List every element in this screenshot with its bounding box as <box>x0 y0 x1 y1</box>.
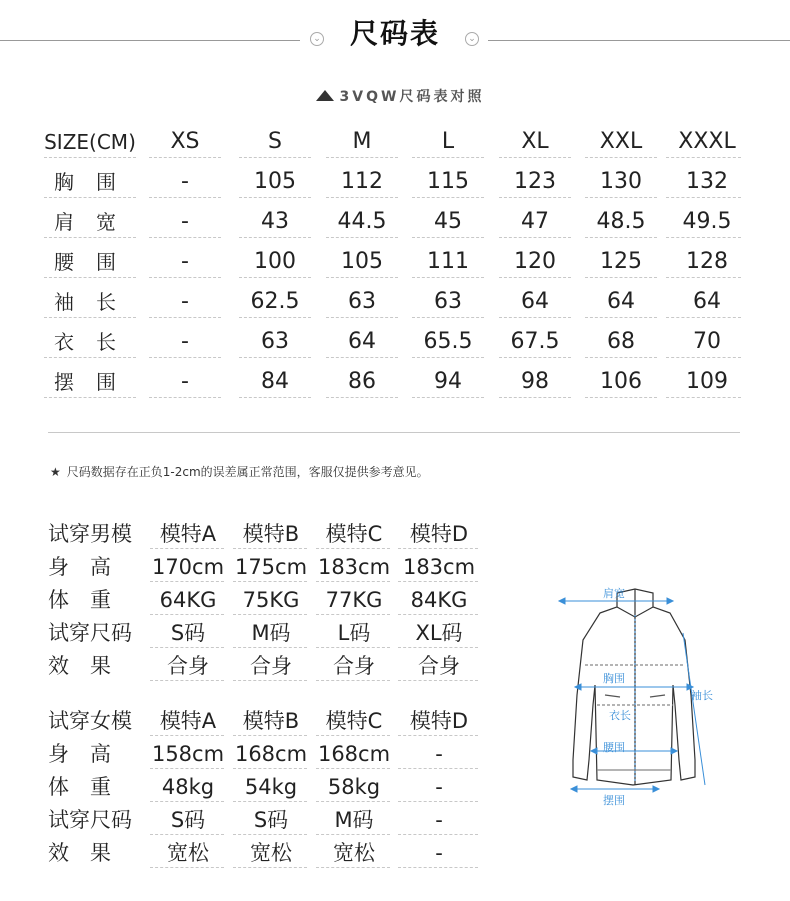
label-chest: 胸围 <box>603 672 625 685</box>
row-divider <box>585 157 657 158</box>
size-cell: 49.5 <box>682 209 732 234</box>
model-cell: 合身 <box>167 654 209 678</box>
row-divider <box>233 581 307 582</box>
row-divider <box>326 357 398 358</box>
row-divider <box>666 397 741 398</box>
row-divider <box>44 197 136 198</box>
size-col-header: XXL <box>599 129 643 154</box>
size-cell: 64 <box>607 289 635 314</box>
row-divider <box>666 197 741 198</box>
model-cell: 模特A <box>159 522 217 546</box>
page-title: 尺码表 <box>349 17 440 50</box>
row-divider <box>412 317 484 318</box>
row-divider <box>398 614 478 615</box>
size-row-label: 摆围 <box>54 370 138 394</box>
size-cell: 106 <box>600 369 642 394</box>
model-cell: 168cm <box>317 742 391 766</box>
size-cell: 65.5 <box>423 329 473 354</box>
row-divider <box>585 197 657 198</box>
model-cell: L码 <box>337 621 371 645</box>
row-divider <box>585 357 657 358</box>
size-cell: - <box>181 329 189 354</box>
size-cell: 70 <box>693 329 721 354</box>
model-cell: 模特C <box>325 522 383 546</box>
row-divider <box>585 237 657 238</box>
row-divider <box>239 237 311 238</box>
row-divider <box>149 157 221 158</box>
row-divider <box>499 237 571 238</box>
row-divider <box>316 834 390 835</box>
size-row-label: 袖长 <box>54 290 138 314</box>
table-subtitle <box>0 86 790 106</box>
row-divider <box>398 801 478 802</box>
size-row-label: 肩宽 <box>54 210 138 234</box>
model-cell: 170cm <box>151 555 225 579</box>
header-rule-right <box>488 40 790 41</box>
row-divider <box>150 801 224 802</box>
model-cell: 模特D <box>409 522 469 546</box>
size-col-header: M <box>352 129 372 154</box>
model-cell: 183cm <box>317 555 391 579</box>
disclaimer-text: 尺码数据存在正负1-2cm的误差属正常范围，客服仅提供参考意见。 <box>66 465 429 479</box>
size-cell: 94 <box>434 369 462 394</box>
row-divider <box>44 237 136 238</box>
row-divider <box>499 357 571 358</box>
size-cell: 112 <box>341 169 383 194</box>
row-divider <box>316 735 390 736</box>
chevron-down-icon: ⌄ <box>465 32 479 46</box>
model-cell: 183cm <box>402 555 476 579</box>
row-divider <box>316 801 390 802</box>
row-divider <box>316 614 390 615</box>
model-cell: 48kg <box>161 775 215 799</box>
row-divider <box>150 647 224 648</box>
row-divider <box>666 157 741 158</box>
size-cell: 64 <box>348 329 376 354</box>
row-divider <box>316 548 390 549</box>
label-shoulder: 肩宽 <box>603 587 625 600</box>
row-divider <box>150 735 224 736</box>
model-cell: 75KG <box>242 588 300 612</box>
row-divider <box>233 768 307 769</box>
size-cell: 111 <box>427 249 469 274</box>
row-divider <box>326 157 398 158</box>
size-col-header: L <box>441 129 455 154</box>
row-divider <box>239 197 311 198</box>
size-cell: 67.5 <box>510 329 560 354</box>
size-cell: - <box>181 289 189 314</box>
size-cell: - <box>181 369 189 394</box>
model-cell: 64KG <box>159 588 217 612</box>
size-cell: 86 <box>348 369 376 394</box>
row-divider <box>316 680 390 681</box>
size-row <box>40 322 745 362</box>
model-row-label: 试穿女模 <box>48 709 132 733</box>
size-col-header: S <box>268 129 282 154</box>
row-divider <box>150 548 224 549</box>
row-divider <box>398 548 478 549</box>
model-row <box>48 617 478 650</box>
size-cell: 63 <box>434 289 462 314</box>
size-row <box>40 162 745 202</box>
row-divider <box>666 317 741 318</box>
row-divider <box>499 277 571 278</box>
model-cell: 模特B <box>242 709 300 733</box>
size-cell: 125 <box>600 249 642 274</box>
subtitle-text: 3VQW尺码表对照 <box>339 89 485 105</box>
model-cell: - <box>435 808 443 832</box>
row-divider <box>316 768 390 769</box>
row-divider <box>398 834 478 835</box>
row-divider <box>44 397 136 398</box>
row-divider <box>239 357 311 358</box>
model-row-label: 身 高 <box>48 742 111 766</box>
model-cell: 模特B <box>242 522 300 546</box>
model-cell: - <box>435 742 443 766</box>
size-row <box>40 202 745 242</box>
model-cell: 宽松 <box>250 841 292 865</box>
row-divider <box>412 397 484 398</box>
model-cell: S码 <box>170 621 206 645</box>
row-divider <box>326 277 398 278</box>
size-cell: 68 <box>607 329 635 354</box>
size-cell: 128 <box>686 249 728 274</box>
size-cell: 63 <box>348 289 376 314</box>
row-divider <box>499 197 571 198</box>
model-cell: 模特C <box>325 709 383 733</box>
model-row-label: 试穿尺码 <box>48 621 132 645</box>
model-row-label: 效 果 <box>48 841 111 865</box>
size-cell: 63 <box>261 329 289 354</box>
size-cell: 43 <box>261 209 289 234</box>
size-cell: - <box>181 169 189 194</box>
row-divider <box>398 735 478 736</box>
row-divider <box>398 768 478 769</box>
model-cell: 宽松 <box>167 841 209 865</box>
row-divider <box>666 237 741 238</box>
model-cell: 合身 <box>418 654 460 678</box>
model-cell: 58kg <box>327 775 381 799</box>
size-cell: 98 <box>521 369 549 394</box>
size-col-header: XS <box>170 129 200 154</box>
row-divider <box>233 614 307 615</box>
size-cell: 130 <box>600 169 642 194</box>
row-divider <box>398 867 478 868</box>
size-cell: 123 <box>514 169 556 194</box>
size-cell: 64 <box>693 289 721 314</box>
size-row-label: 胸围 <box>54 170 138 194</box>
model-row <box>48 804 478 837</box>
row-divider <box>44 277 136 278</box>
row-divider <box>149 197 221 198</box>
size-cell: 120 <box>514 249 556 274</box>
model-row-label: 效 果 <box>48 654 111 678</box>
model-cell: 77KG <box>325 588 383 612</box>
row-divider <box>44 317 136 318</box>
row-divider <box>239 317 311 318</box>
jacket-icon <box>545 585 735 810</box>
row-divider <box>585 277 657 278</box>
row-divider <box>233 647 307 648</box>
model-row <box>48 650 478 683</box>
row-divider <box>239 397 311 398</box>
row-divider <box>239 157 311 158</box>
mountain-icon <box>316 90 334 101</box>
model-row-label: 体 重 <box>48 775 111 799</box>
model-cell: XL码 <box>415 621 463 645</box>
row-divider <box>149 357 221 358</box>
size-cell: 100 <box>254 249 296 274</box>
row-divider <box>499 157 571 158</box>
row-divider <box>326 317 398 318</box>
model-cell: 模特A <box>159 709 217 733</box>
row-divider <box>326 397 398 398</box>
row-divider <box>149 277 221 278</box>
label-hem: 摆围 <box>603 794 625 807</box>
model-row <box>48 837 478 870</box>
model-row <box>48 584 478 617</box>
row-divider <box>316 581 390 582</box>
size-cell: 62.5 <box>250 289 300 314</box>
size-cell: 105 <box>254 169 296 194</box>
row-divider <box>412 357 484 358</box>
label-sleeve: 袖长 <box>691 689 713 702</box>
size-row <box>40 242 745 282</box>
size-cell: 132 <box>686 169 728 194</box>
divider <box>48 432 740 433</box>
model-row <box>48 738 478 771</box>
row-divider <box>233 548 307 549</box>
model-row-label: 体 重 <box>48 588 111 612</box>
row-divider <box>412 197 484 198</box>
row-divider <box>44 157 136 158</box>
row-divider <box>499 317 571 318</box>
chevron-down-icon: ⌄ <box>310 32 324 46</box>
row-divider <box>149 317 221 318</box>
row-divider <box>233 801 307 802</box>
model-row-label: 试穿男模 <box>48 522 132 546</box>
model-row <box>48 551 478 584</box>
size-cell: 105 <box>341 249 383 274</box>
row-divider <box>316 867 390 868</box>
size-header-row <box>40 122 745 162</box>
size-cell: - <box>181 249 189 274</box>
row-divider <box>412 157 484 158</box>
corner-label: SIZE(CM) <box>44 130 136 154</box>
row-divider <box>398 581 478 582</box>
size-cell: 47 <box>521 209 549 234</box>
row-divider <box>150 614 224 615</box>
row-divider <box>150 867 224 868</box>
model-cell: 54kg <box>244 775 298 799</box>
label-waist: 腰围 <box>603 741 625 754</box>
size-row <box>40 362 745 402</box>
size-row <box>40 282 745 322</box>
row-divider <box>44 357 136 358</box>
row-divider <box>150 834 224 835</box>
label-length: 衣长 <box>609 709 631 722</box>
row-divider <box>585 397 657 398</box>
model-row <box>48 518 478 551</box>
row-divider <box>412 277 484 278</box>
disclaimer-note <box>50 463 429 480</box>
row-divider <box>150 680 224 681</box>
model-row <box>48 771 478 804</box>
size-cell: 115 <box>427 169 469 194</box>
size-cell: 45 <box>434 209 462 234</box>
model-cell: 合身 <box>250 654 292 678</box>
size-cell: 44.5 <box>337 209 387 234</box>
row-divider <box>233 735 307 736</box>
model-cell: 158cm <box>151 742 225 766</box>
size-row-label: 衣长 <box>54 330 138 354</box>
model-cell: 合身 <box>333 654 375 678</box>
row-divider <box>666 357 741 358</box>
row-divider <box>326 197 398 198</box>
model-row <box>48 705 478 738</box>
model-cell: S码 <box>253 808 289 832</box>
model-cell: 175cm <box>234 555 308 579</box>
row-divider <box>585 317 657 318</box>
size-cell: 64 <box>521 289 549 314</box>
row-divider <box>233 867 307 868</box>
row-divider <box>398 647 478 648</box>
size-cell: - <box>181 209 189 234</box>
model-cell: 84KG <box>410 588 468 612</box>
row-divider <box>398 680 478 681</box>
model-cell: 宽松 <box>333 841 375 865</box>
model-row-label: 身 高 <box>48 555 111 579</box>
row-divider <box>666 277 741 278</box>
row-divider <box>150 581 224 582</box>
size-col-header: XXXL <box>678 129 736 154</box>
model-cell: - <box>435 775 443 799</box>
star-icon: ★ <box>50 465 61 479</box>
row-divider <box>499 397 571 398</box>
model-cell: S码 <box>170 808 206 832</box>
row-divider <box>149 397 221 398</box>
model-cell: 模特D <box>409 709 469 733</box>
model-cell: M码 <box>251 621 291 645</box>
size-cell: 109 <box>686 369 728 394</box>
model-cell: 168cm <box>234 742 308 766</box>
size-row-label: 腰围 <box>54 250 138 274</box>
model-row-label: 试穿尺码 <box>48 808 132 832</box>
size-cell: 84 <box>261 369 289 394</box>
row-divider <box>233 680 307 681</box>
model-cell: - <box>435 841 443 865</box>
row-divider <box>316 647 390 648</box>
row-divider <box>149 237 221 238</box>
row-divider <box>412 237 484 238</box>
size-col-header: XL <box>521 129 549 154</box>
jacket-measurement-diagram <box>545 585 735 810</box>
row-divider <box>233 834 307 835</box>
size-cell: 48.5 <box>596 209 646 234</box>
model-cell: M码 <box>334 808 374 832</box>
row-divider <box>239 277 311 278</box>
row-divider <box>326 237 398 238</box>
row-divider <box>150 768 224 769</box>
